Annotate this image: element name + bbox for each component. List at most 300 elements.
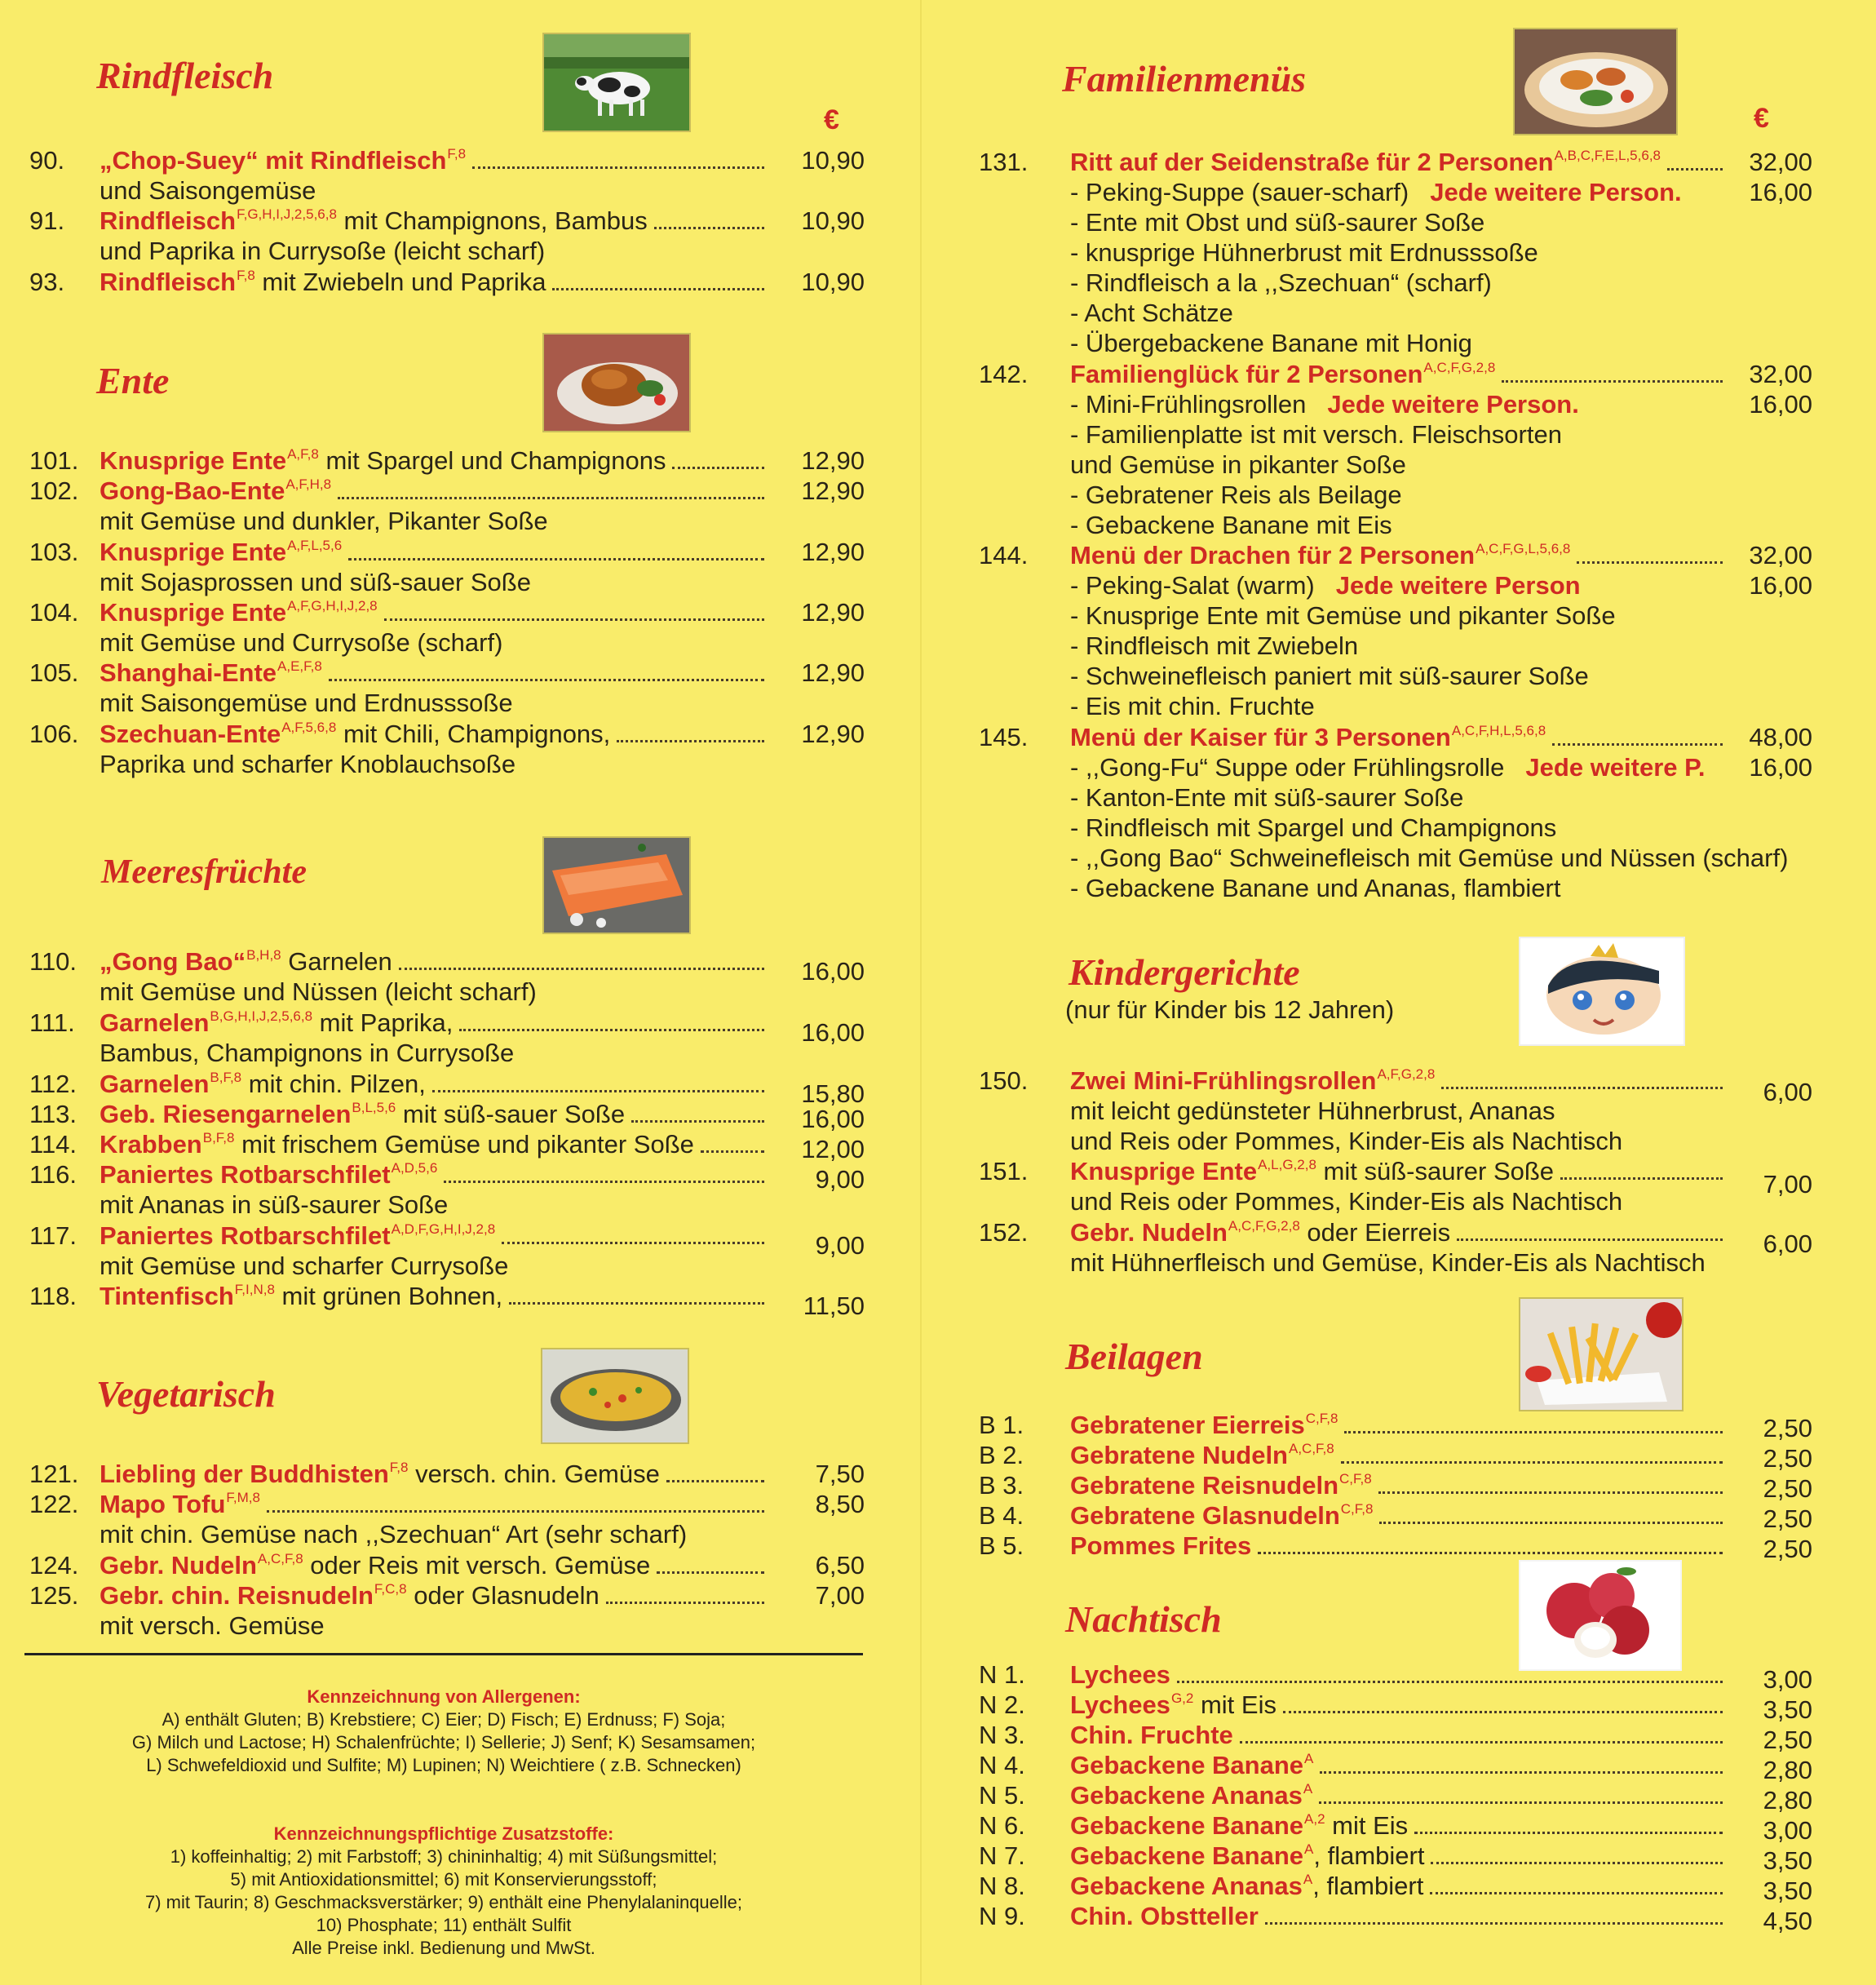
item-name-line: [100, 597, 771, 627]
dot-leader: [666, 1480, 764, 1482]
allergen-codes: A: [1303, 1781, 1313, 1797]
item-price: 12,90: [801, 476, 865, 505]
allergen-codes: A,D,5,6: [391, 1160, 438, 1176]
item-price: 16,00: [801, 1105, 865, 1133]
item-name: Knusprige Ente: [100, 446, 287, 475]
allergen-codes: G,2: [1170, 1690, 1194, 1706]
item-name: Gebackene Banane: [1070, 1751, 1304, 1779]
item-name: Garnelen: [100, 1008, 210, 1037]
allergen-codes: A,E,F,8: [277, 658, 322, 674]
dot-leader: [1379, 1522, 1723, 1524]
item-description: mit grünen Bohnen,: [274, 1282, 503, 1310]
lychee-photo: [1519, 1560, 1682, 1671]
item-name-line: [100, 206, 771, 236]
item-price: 3,00: [1763, 1665, 1812, 1694]
item-number: 101.: [29, 446, 79, 475]
item-name: Gebackene Ananas: [1070, 1781, 1303, 1810]
item-number: B 3.: [979, 1471, 1024, 1500]
item-description-line: mit Saisongemüse und Erdnusssoße: [100, 689, 513, 717]
allergen-codes: F,M,8: [226, 1490, 260, 1505]
item-name: Familienglück für 2 Personen: [1070, 360, 1423, 388]
item-name-line: [1070, 1720, 1729, 1750]
allergen-codes: A,F,G,H,I,J,2,8: [287, 598, 378, 614]
item-description: mit süß-sauer Soße: [396, 1100, 626, 1128]
item-description: oder Eierreis: [1299, 1218, 1451, 1247]
section-title-ente: Ente: [96, 360, 170, 401]
dot-leader: [1341, 1461, 1723, 1464]
item-number: N 3.: [979, 1721, 1025, 1749]
allergen-codes: B,G,H,I,J,2,5,6,8: [210, 1008, 313, 1024]
item-number: 103.: [29, 538, 79, 566]
course-text: - Acht Schätze: [1070, 299, 1233, 327]
item-number: 111.: [29, 1008, 75, 1037]
item-name: Krabben: [100, 1130, 202, 1159]
item-description: , flambiert: [1313, 1841, 1425, 1870]
item-description-line: mit Ananas in süß-saurer Soße: [100, 1190, 449, 1219]
dot-leader: [1258, 1552, 1723, 1554]
item-number: 91.: [29, 206, 65, 235]
item-name: Knusprige Ente: [100, 538, 287, 566]
item-number: N 4.: [979, 1751, 1025, 1779]
course-text: - Familienplatte ist mit versch. Fleischsorten: [1070, 420, 1562, 449]
section-title-beilagen: Beilagen: [1065, 1336, 1203, 1377]
extra-person-label: Jede weitere P.: [1525, 753, 1706, 782]
dot-leader: [502, 1242, 764, 1244]
item-number: N 9.: [979, 1902, 1025, 1930]
item-name-line: [100, 1099, 771, 1129]
item-name-line: [100, 1550, 771, 1580]
item-name: „Gong Bao“: [100, 947, 246, 976]
item-description: mit Zwiebeln und Paprika: [254, 268, 546, 296]
item-name: Rindfleisch: [100, 206, 237, 235]
dot-leader: [1344, 1431, 1723, 1433]
item-name: Shanghai-Ente: [100, 658, 277, 687]
item-number: 102.: [29, 476, 79, 505]
item-description: oder Reis mit versch. Gemüse: [303, 1551, 651, 1580]
item-name: Gebratene Glasnudeln: [1070, 1501, 1340, 1530]
item-description-line: Paprika und scharfer Knoblauchsoße: [100, 750, 516, 778]
item-description-line: Bambus, Champignons in Currysoße: [100, 1039, 515, 1067]
item-number: 121.: [29, 1460, 79, 1488]
course-line: [1070, 207, 1484, 237]
item-name-line: [100, 1159, 771, 1190]
item-name: Knusprige Ente: [1070, 1157, 1258, 1185]
allergen-codes: F,G,H,I,J,2,5,6,8: [237, 206, 337, 222]
course-line: [1070, 510, 1392, 540]
item-description: Garnelen: [281, 947, 392, 976]
item-name: Gebackene Ananas: [1070, 1872, 1303, 1900]
item-price: 6,00: [1763, 1230, 1812, 1258]
allergen-codes: A,F,G,2,8: [1377, 1066, 1436, 1082]
item-name-line: [100, 537, 771, 567]
item-description-line: mit versch. Gemüse: [100, 1611, 325, 1640]
currency-symbol-right: €: [1754, 103, 1769, 134]
allergen-codes: A,C,F,G,L,5,6,8: [1476, 541, 1571, 556]
item-name: Rindfleisch: [100, 268, 237, 296]
dot-leader: [672, 467, 764, 469]
course-text: - Rindfleisch mit Spargel und Champignons: [1070, 813, 1557, 842]
allergen-codes: C,F,8: [1305, 1411, 1338, 1426]
item-price: 6,00: [1763, 1078, 1812, 1106]
item-description-line: mit Gemüse und scharfer Currysoße: [100, 1252, 509, 1280]
allergen-codes: A,C,F,G,2,8: [1423, 360, 1496, 375]
item-name: Paniertes Rotbarschfilet: [100, 1160, 391, 1189]
item-price: 10,90: [801, 268, 865, 296]
item-number: 110.: [29, 947, 77, 976]
item-name: Knusprige Ente: [100, 598, 287, 627]
item-name-line: [1070, 1901, 1729, 1931]
dot-leader: [1431, 1862, 1723, 1864]
item-description-line: und Saisongemüse: [100, 176, 316, 205]
item-name-line: [100, 267, 771, 297]
allergen-codes: A,C,F,H,L,5,6,8: [1451, 723, 1546, 738]
item-name: Gebackene Banane: [1070, 1811, 1304, 1840]
item-number: 150.: [979, 1066, 1029, 1095]
kindergerichte-subtitle: (nur für Kinder bis 12 Jahren): [1065, 995, 1395, 1024]
item-number: 112.: [29, 1070, 77, 1098]
dot-leader: [267, 1510, 764, 1513]
item-name-line: [100, 476, 771, 506]
course-text: - ,,Gong Bao“ Schweinefleisch mit Gemüse und Nüssen (scharf): [1070, 844, 1789, 872]
item-description: mit Chili, Champignons,: [336, 720, 611, 748]
item-description-line: mit Gemüse und Nüssen (leicht scharf): [100, 977, 537, 1006]
course-line: [1070, 480, 1402, 510]
course-text: und Gemüse in pikanter Soße: [1070, 450, 1406, 479]
section-title-familienmenues: Familienmenüs: [1062, 58, 1307, 100]
allergen-codes: B,L,5,6: [352, 1100, 396, 1115]
allergen-codes: A,F,H,8: [285, 476, 332, 492]
item-price: 12,00: [801, 1135, 865, 1163]
item-description-line: und Paprika in Currysoße (leicht scharf): [100, 237, 546, 265]
item-name-line: [1070, 1531, 1729, 1561]
item-description: mit chin. Pilzen,: [241, 1070, 426, 1098]
allergen-codes: A,F,8: [287, 446, 319, 462]
item-name-line: [100, 1281, 771, 1311]
prices-note: Alle Preise inkl. Bedienung und MwSt.: [292, 1938, 595, 1958]
allergen-codes: F,I,N,8: [234, 1282, 275, 1297]
dot-leader: [399, 968, 764, 970]
item-description: , flambiert: [1312, 1872, 1424, 1900]
dot-leader: [1560, 1177, 1723, 1180]
item-number: 122.: [29, 1490, 79, 1518]
item-number: 90.: [29, 146, 65, 175]
dot-leader: [606, 1602, 764, 1604]
allergen-legend: [24, 1686, 863, 1777]
allergen-codes: C,F,8: [1340, 1501, 1374, 1517]
course-line: [1070, 450, 1406, 480]
item-description: mit Eis: [1325, 1811, 1409, 1840]
item-number: 144.: [979, 541, 1029, 569]
item-price: 2,50: [1763, 1726, 1812, 1754]
dot-leader: [701, 1150, 764, 1153]
item-price: 3,00: [1763, 1816, 1812, 1845]
item-description: mit Paprika,: [312, 1008, 454, 1037]
item-price: 2,80: [1763, 1786, 1812, 1814]
item-price: 10,90: [801, 206, 865, 235]
item-name-line: [1070, 540, 1729, 570]
item-name: Lychees: [1070, 1690, 1170, 1719]
item-number: 151.: [979, 1157, 1029, 1185]
extra-person-price: 16,00: [1749, 178, 1812, 206]
item-price: 32,00: [1749, 541, 1812, 569]
dot-leader: [552, 288, 764, 290]
allergen-legend-line: L) Schwefeldioxid und Sulfite; M) Lupinen; N) Weichtiere ( z.B. Schnecken): [146, 1755, 741, 1775]
allergen-codes: F,8: [447, 146, 467, 162]
item-description-line: mit Hühnerfleisch und Gemüse, Kinder-Eis als Nachtisch: [1070, 1248, 1706, 1277]
item-price: 2,80: [1763, 1756, 1812, 1784]
item-name-line: [100, 658, 771, 688]
item-number: N 7.: [979, 1841, 1025, 1870]
course-line: [1070, 298, 1233, 328]
item-number: 145.: [979, 723, 1029, 751]
course-text: - Mini-Frühlingsrollen: [1070, 390, 1307, 419]
item-number: N 6.: [979, 1811, 1025, 1840]
dot-leader: [654, 227, 764, 229]
item-description: mit frischem Gemüse und pikanter Soße: [234, 1130, 694, 1159]
item-name: Lychees: [1070, 1660, 1170, 1689]
item-name: Chin. Obstteller: [1070, 1902, 1259, 1930]
item-number: 105.: [29, 658, 79, 687]
additives-legend-line: 5) mit Antioxidationsmittel; 6) mit Konservierungsstoff;: [230, 1869, 657, 1890]
page-fold: [920, 0, 922, 1985]
fries-photo: [1519, 1297, 1684, 1411]
dot-leader: [1430, 1892, 1723, 1894]
cow-photo: [542, 33, 691, 132]
currency-symbol-left: €: [824, 104, 839, 135]
item-price: 2,50: [1763, 1414, 1812, 1442]
item-price: 12,90: [801, 538, 865, 566]
item-price: 9,00: [815, 1231, 865, 1260]
course-text: - Eis mit chin. Fruchte: [1070, 692, 1315, 720]
item-number: 131.: [979, 148, 1029, 176]
item-price: 11,50: [803, 1292, 865, 1320]
course-text: - Schweinefleisch paniert mit süß-saurer Soße: [1070, 662, 1589, 690]
item-price: 3,50: [1763, 1695, 1812, 1724]
item-name: Gebratene Reisnudeln: [1070, 1471, 1339, 1500]
item-price: 15,80: [801, 1079, 865, 1108]
allergen-codes: A,C,F,8: [257, 1551, 303, 1566]
item-number: 104.: [29, 598, 79, 627]
vegetable-rice-photo: [541, 1348, 689, 1444]
dot-leader: [657, 1571, 764, 1574]
course-text: - Peking-Salat (warm): [1070, 571, 1315, 600]
section-title-rindfleisch: Rindfleisch: [96, 55, 274, 96]
course-line: [1070, 813, 1556, 843]
item-name-line: [1070, 1217, 1729, 1247]
allergen-codes: F,8: [389, 1460, 409, 1475]
item-description-line: mit Gemüse und Currysoße (scharf): [100, 628, 503, 657]
item-name: Gebratene Nudeln: [1070, 1441, 1288, 1469]
dot-leader: [1577, 561, 1723, 564]
dot-leader: [1552, 743, 1723, 746]
dot-leader: [1414, 1832, 1723, 1834]
allergen-codes: B,H,8: [246, 947, 281, 963]
course-text: - Übergebackene Banane mit Honig: [1070, 329, 1472, 357]
item-number: B 4.: [979, 1501, 1024, 1530]
item-description: oder Glasnudeln: [406, 1581, 600, 1610]
allergen-codes: F,C,8: [374, 1581, 407, 1597]
item-name: Tintenfisch: [100, 1282, 234, 1310]
item-number: N 8.: [979, 1872, 1025, 1900]
item-number: 142.: [979, 360, 1029, 388]
dot-leader: [1265, 1922, 1723, 1925]
item-name: Menü der Kaiser für 3 Personen: [1070, 723, 1451, 751]
course-line: [1070, 752, 1705, 782]
item-name: Pommes Frites: [1070, 1531, 1252, 1560]
item-name-line: [100, 1221, 771, 1251]
course-line: [1070, 570, 1581, 600]
item-name: Paniertes Rotbarschfilet: [100, 1221, 391, 1250]
item-number: B 1.: [979, 1411, 1024, 1439]
extra-person-price: 16,00: [1749, 571, 1812, 600]
course-line: [1070, 661, 1589, 691]
dot-leader: [1320, 1771, 1723, 1774]
item-number: 114.: [29, 1130, 77, 1159]
course-text: - Knusprige Ente mit Gemüse und pikanter Soße: [1070, 601, 1616, 630]
item-name-line: [100, 946, 771, 977]
allergen-codes: B,F,8: [202, 1130, 235, 1145]
dot-leader: [1502, 380, 1723, 383]
item-number: 125.: [29, 1581, 79, 1610]
extra-person-price: 16,00: [1749, 390, 1812, 419]
item-name-line: [100, 1008, 771, 1038]
additives-legend-line: 7) mit Taurin; 8) Geschmacksverstärker; 9) enthält eine Phenylalaninquelle;: [144, 1892, 743, 1912]
item-name: Ritt auf der Seidenstraße für 2 Personen: [1070, 148, 1554, 176]
item-name: Szechuan-Ente: [100, 720, 281, 748]
dot-leader: [459, 1029, 764, 1031]
course-line: [1070, 237, 1538, 268]
item-number: N 2.: [979, 1690, 1025, 1719]
course-text: - Gebackene Banane und Ananas, flambiert: [1070, 874, 1561, 902]
section-title-vegetarisch: Vegetarisch: [96, 1373, 276, 1415]
dot-leader: [1378, 1491, 1723, 1494]
additives-legend: [24, 1823, 863, 1960]
item-name-line: [1070, 1690, 1729, 1720]
item-name: Gebratener Eierreis: [1070, 1411, 1305, 1439]
item-description-line: und Reis oder Pommes, Kinder-Eis als Nachtisch: [1070, 1127, 1623, 1155]
allergen-codes: A: [1304, 1841, 1314, 1857]
item-price: 3,50: [1763, 1846, 1812, 1875]
allergen-codes: A,C,F,8: [1289, 1441, 1334, 1456]
item-price: 7,00: [1763, 1170, 1812, 1199]
item-name-line: [1070, 1871, 1729, 1901]
allergen-codes: A: [1303, 1872, 1313, 1887]
item-number: 152.: [979, 1218, 1029, 1247]
dot-leader: [631, 1120, 764, 1123]
allergen-codes: B,F,8: [210, 1070, 242, 1085]
course-line: [1070, 843, 1788, 873]
item-name-line: [1070, 147, 1729, 177]
item-description-line: mit Gemüse und dunkler, Pikanter Soße: [100, 507, 548, 535]
item-name: „Chop-Suey“ mit Rindfleisch: [100, 146, 447, 175]
additives-legend-line: 1) koffeinhaltig; 2) mit Farbstoff; 3) chininhaltig; 4) mit Süßungsmittel;: [170, 1846, 718, 1867]
course-text: - Ente mit Obst und süß-saurer Soße: [1070, 208, 1485, 237]
dot-leader: [444, 1181, 764, 1183]
item-name-line: [1070, 1066, 1729, 1096]
dot-leader: [432, 1090, 764, 1092]
item-description: versch. chin. Gemüse: [408, 1460, 660, 1488]
allergen-codes: A,D,F,G,H,I,J,2,8: [391, 1221, 496, 1237]
item-description-line: mit leicht gedünsteter Hühnerbrust, Ananas: [1070, 1097, 1555, 1125]
course-line: [1070, 631, 1358, 661]
course-line: [1070, 782, 1463, 813]
section-title-kindergerichte: Kindergerichte: [1069, 951, 1300, 993]
item-price: 2,50: [1763, 1444, 1812, 1473]
item-number: N 5.: [979, 1781, 1025, 1810]
item-name-line: [100, 445, 771, 476]
item-name: Garnelen: [100, 1070, 210, 1098]
course-line: [1070, 389, 1579, 419]
item-price: 12,90: [801, 658, 865, 687]
allergen-codes: A,F,L,5,6: [287, 538, 343, 553]
dot-leader: [1667, 168, 1723, 171]
item-number: B 2.: [979, 1441, 1024, 1469]
item-name-line: [100, 719, 771, 749]
salmon-photo: [542, 836, 691, 934]
item-name-line: [1070, 1750, 1729, 1780]
item-name-line: [1070, 1810, 1729, 1841]
item-name: Gebr. Nudeln: [1070, 1218, 1228, 1247]
item-name: Zwei Mini-Frühlingsrollen: [1070, 1066, 1377, 1095]
item-name-line: [1070, 1659, 1729, 1690]
item-description: mit Spargel und Champignons: [318, 446, 666, 475]
item-name-line: [1070, 1500, 1729, 1531]
item-price: 3,50: [1763, 1876, 1812, 1905]
section-title-meeresfruechte: Meeresfrüchte: [101, 853, 307, 891]
item-name-line: [1070, 1410, 1729, 1440]
item-name: Gebr. chin. Reisnudeln: [100, 1581, 374, 1610]
allergen-codes: A,F,5,6,8: [281, 720, 337, 735]
item-name-line: [1070, 1440, 1729, 1470]
dot-leader: [617, 740, 764, 742]
course-text: - Rindfleisch mit Zwiebeln: [1070, 631, 1359, 660]
dot-leader: [1177, 1681, 1723, 1683]
dot-leader: [509, 1302, 764, 1305]
item-number: 118.: [29, 1282, 77, 1310]
allergen-legend-line: G) Milch und Lactose; H) Schalenfrüchte; I) Sellerie; J) Senf; K) Sesamsamen;: [131, 1732, 756, 1752]
section-title-nachtisch: Nachtisch: [1065, 1598, 1222, 1640]
allergen-codes: A,C,F,G,2,8: [1228, 1218, 1300, 1234]
allergen-codes: A,L,G,2,8: [1258, 1157, 1316, 1172]
item-name-line: [1070, 1156, 1729, 1186]
course-line: [1070, 873, 1560, 903]
course-text: - Rindfleisch a la ,,Szechuan“ (scharf): [1070, 268, 1492, 297]
child-face-photo: [1519, 937, 1685, 1046]
extra-person-label: Jede weitere Person.: [1430, 178, 1682, 206]
extra-person-label: Jede weitere Person.: [1327, 390, 1579, 419]
item-description-line: mit Sojasprossen und süß-sauer Soße: [100, 568, 531, 596]
item-price: 8,50: [815, 1490, 865, 1518]
item-price: 2,50: [1763, 1504, 1812, 1533]
allergen-codes: A,2: [1304, 1811, 1325, 1827]
item-price: 12,90: [801, 720, 865, 748]
allergen-legend-line: A) enthält Gluten; B) Krebstiere; C) Eier; D) Fisch; E) Erdnuss; F) Soja;: [161, 1709, 726, 1730]
item-price: 12,90: [801, 446, 865, 475]
course-text: - knusprige Hühnerbrust mit Erdnusssoße: [1070, 238, 1538, 267]
item-number: 116.: [29, 1160, 77, 1189]
item-name: Geb. Riesengarnelen: [100, 1100, 352, 1128]
item-price: 6,50: [815, 1551, 865, 1580]
course-line: [1070, 177, 1682, 207]
allergen-codes: A: [1304, 1751, 1314, 1766]
item-price: 7,00: [815, 1581, 865, 1610]
item-number: 93.: [29, 268, 65, 296]
item-price: 2,50: [1763, 1474, 1812, 1503]
item-name-line: [100, 1459, 771, 1489]
dot-leader: [1441, 1087, 1723, 1089]
item-name-line: [100, 1489, 771, 1519]
dot-leader: [472, 166, 764, 169]
